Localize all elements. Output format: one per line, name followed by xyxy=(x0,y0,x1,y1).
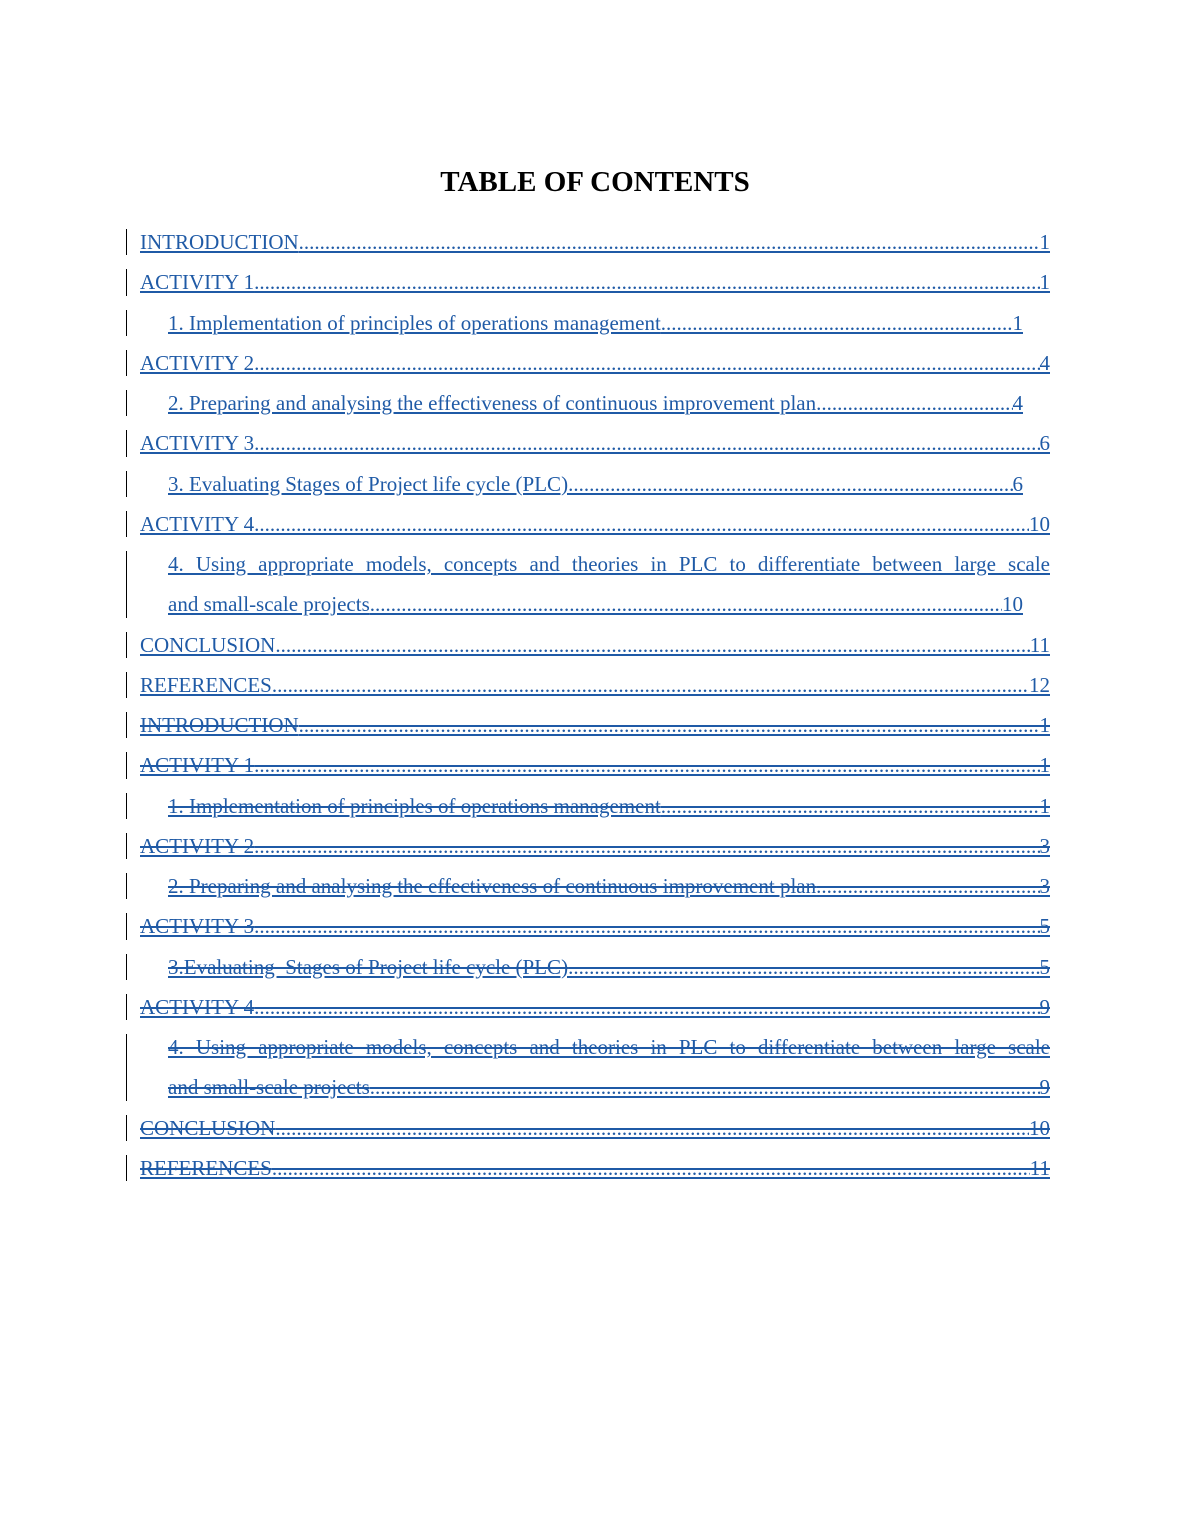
change-bar xyxy=(126,793,127,819)
deleted-toc-entry-section-1[interactable]: 1. Implementation of principles of operations management ..... 1 xyxy=(0,786,1190,826)
toc-entry-references[interactable]: REFERENCES ..... 12 xyxy=(0,665,1190,705)
toc-entry-section-3[interactable]: 3. Evaluating Stages of Project life cycle (PLC) ..... 6 xyxy=(0,464,1190,504)
change-bar xyxy=(126,954,127,980)
change-bar xyxy=(126,873,127,899)
table-of-contents xyxy=(0,222,1190,1188)
deleted-toc-entry-introduction[interactable]: INTRODUCTION ..... 1 xyxy=(0,705,1190,745)
change-bar xyxy=(126,1115,127,1141)
change-bar xyxy=(126,551,127,618)
deleted-toc-entry-activity-3[interactable]: ACTIVITY 3 ..... 5 xyxy=(0,906,1190,946)
toc-entry-section-4[interactable]: 4. Using appropriate models, concepts and theories in PLC to differentiate between large scale and small-scale projects ..... 10 xyxy=(0,544,1190,625)
deleted-toc-entry-conclusion[interactable]: CONCLUSION ..... 10 xyxy=(0,1108,1190,1148)
deleted-toc-entry-section-3[interactable]: 3.Evaluating Stages of Project life cycle (PLC) ..... 5 xyxy=(0,947,1190,987)
change-bar xyxy=(126,430,127,456)
change-bar xyxy=(126,350,127,376)
deleted-toc-entry-section-2[interactable]: 2. Preparing and analysing the effectiveness of continuous improvement plan ..... 3 xyxy=(0,866,1190,906)
change-bar xyxy=(126,1155,127,1181)
deleted-toc xyxy=(0,705,1190,1188)
deleted-toc-entry-references[interactable]: REFERENCES ..... 11 xyxy=(0,1148,1190,1188)
change-bar xyxy=(126,913,127,939)
change-bar xyxy=(126,471,127,497)
change-bar xyxy=(126,752,127,778)
toc-entry-activity-3[interactable]: ACTIVITY 3 ..... 6 xyxy=(0,423,1190,463)
toc-entry-conclusion[interactable]: CONCLUSION ..... 11 xyxy=(0,625,1190,665)
toc-entry-activity-1[interactable]: ACTIVITY 1 ..... 1 xyxy=(0,262,1190,302)
deleted-toc-entry-activity-2[interactable]: ACTIVITY 2 ..... 3 xyxy=(0,826,1190,866)
toc-entry-section-1[interactable]: 1. Implementation of principles of operations management ..... 1 xyxy=(0,303,1190,343)
change-bar xyxy=(126,390,127,416)
change-bar xyxy=(126,712,127,738)
change-bar xyxy=(126,310,127,336)
toc-entry-activity-4[interactable]: ACTIVITY 4 ..... 10 xyxy=(0,504,1190,544)
toc-entry-section-2[interactable]: 2. Preparing and analysing the effectiveness of continuous improvement plan ..... 4 xyxy=(0,383,1190,423)
change-bar xyxy=(126,672,127,698)
change-bar xyxy=(126,1034,127,1101)
change-bar xyxy=(126,994,127,1020)
toc-entry-introduction[interactable]: INTRODUCTION ..... 1 xyxy=(0,222,1190,262)
toc-title: TABLE OF CONTENTS xyxy=(440,166,750,198)
deleted-toc-entry-activity-1[interactable]: ACTIVITY 1 ..... 1 xyxy=(0,745,1190,785)
toc-entry-activity-2[interactable]: ACTIVITY 2 ..... 4 xyxy=(0,343,1190,383)
deleted-toc-entry-activity-4[interactable]: ACTIVITY 4 ..... 9 xyxy=(0,987,1190,1027)
change-bar xyxy=(126,632,127,658)
change-bar xyxy=(126,229,127,255)
change-bar xyxy=(126,269,127,295)
change-bar xyxy=(126,833,127,859)
change-bar xyxy=(126,511,127,537)
deleted-toc-entry-section-4[interactable]: 4. Using appropriate models, concepts and theories in PLC to differentiate between large scale and small-scale projects ..... 9 xyxy=(0,1027,1190,1108)
